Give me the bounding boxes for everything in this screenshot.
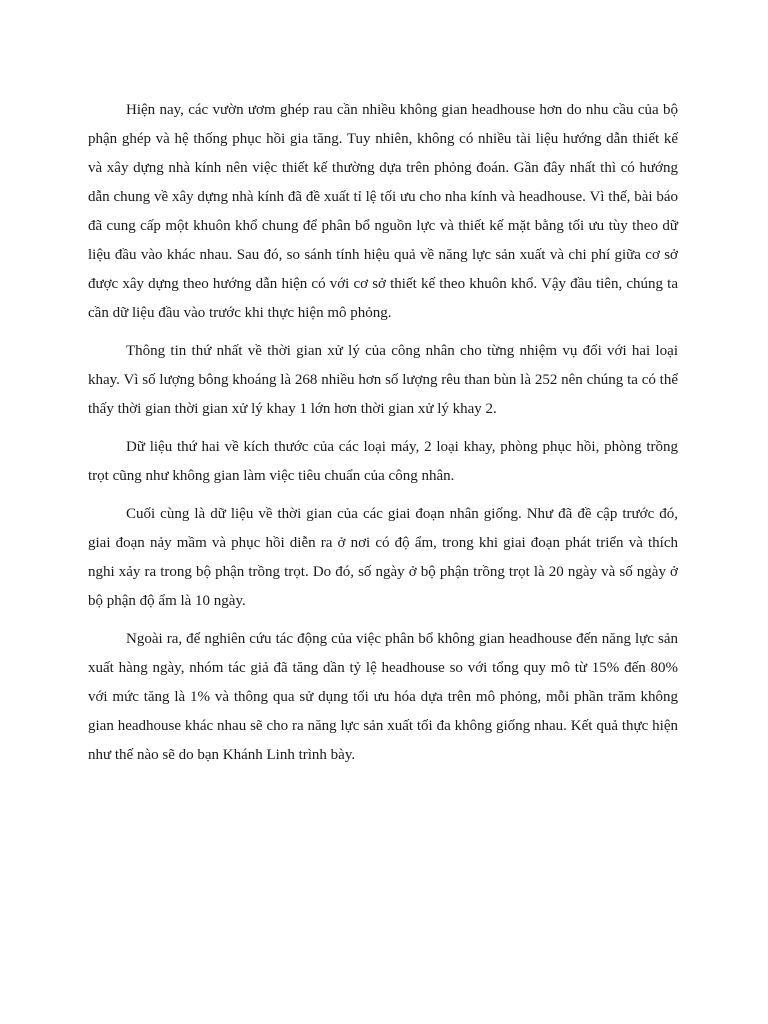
paragraph-3: Dữ liệu thứ hai về kích thước của các loại máy, 2 loại khay, phòng phục hồi, phòng trồng trọt cũng như không gian làm việc tiêu chuẩn của công nhân. [88,439,678,484]
paragraph-4: Cuối cùng là dữ liệu về thời gian của các giai đoạn nhân giống. Như đã đề cập trước đó, giai đoạn nảy mầm và phục hồi diễn ra ở nơi có độ ẩm, trong khi giai đoạn phát triển và thích nghi xảy ra trong bộ phận trồng trọt. Do đó, số ngày ở bộ phận trồng trọt là 20 ngày và số ngày ở bộ phận độ ẩm là 10 ngày. [88,506,678,609]
document-page [88,96,678,779]
paragraph-1: Hiện nay, các vườn ươm ghép rau cần nhiều không gian headhouse hơn do nhu cầu của bộ phận ghép và hệ thống phục hồi gia tăng. Tuy nhiên, không có nhiều tài liệu hướng dẫn thiết kế và xây dựng nhà kính nên việc thiết kế thường dựa trên phỏng đoán. Gần đây nhất thì có hướng dẫn chung về xây dựng nhà kính đã đề xuất tỉ lệ tối ưu cho nha kính và headhouse. Vì thế, bài báo đã cung cấp một khuôn khổ chung để phân bổ nguồn lực và thiết kế mặt bằng tối ưu tùy theo dữ liệu đầu vào khác nhau. Sau đó, so sánh tính hiệu quả về năng lực sản xuất và chi phí giữa cơ sở được xây dựng theo hướng dẫn hiện có với cơ sở thiết kế theo khuôn khổ. Vậy đầu tiên, chúng ta cần dữ liệu đầu vào trước khi thực hiện mô phỏng. [88,102,678,321]
paragraph-5: Ngoài ra, để nghiên cứu tác động của việc phân bổ không gian headhouse đến năng lực sản xuất hàng ngày, nhóm tác giả đã tăng dần tỷ lệ headhouse so với tổng quy mô từ 15% đến 80% với mức tăng là 1% và thông qua sử dụng tối ưu hóa dựa trên mô phỏng, mỗi phần trăm không gian headhouse khác nhau sẽ cho ra năng lực sản xuất tối đa không giống nhau. Kết quả thực hiện như thế nào sẽ do bạn Khánh Linh trình bày. [88,631,678,763]
paragraph-2: Thông tin thứ nhất về thời gian xử lý của công nhân cho từng nhiệm vụ đối với hai loại khay. Vì số lượng bông khoáng là 268 nhiều hơn số lượng rêu than bùn là 252 nên chúng ta có thể thấy thời gian thời gian xử lý khay 1 lớn hơn thời gian xử lý khay 2. [88,343,678,417]
